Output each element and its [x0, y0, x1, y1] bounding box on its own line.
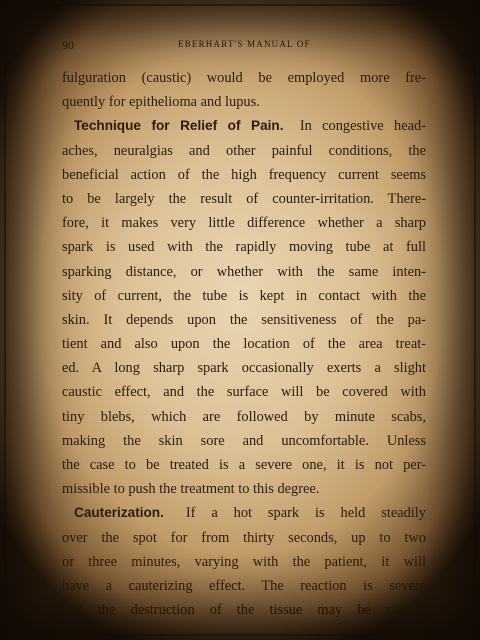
text-fragment: In congestive head-	[299, 118, 426, 135]
text-line: the case to be treated is a severe one, it is not per-	[62, 457, 426, 473]
text-line: spark is used with the rapidly moving tube at full	[62, 239, 426, 256]
text-line: missible to push the treatment to this degree.	[62, 481, 320, 498]
text-line: fore, it makes very little difference whether a sharp	[62, 215, 426, 232]
text-line: caustic effect, and the surface will be covered with	[62, 384, 426, 401]
page-header	[62, 38, 422, 52]
section-heading-line	[62, 114, 426, 138]
text-line: have a cauterizing effect. The reaction is severe	[62, 577, 426, 594]
section-heading: Technique for Relief of Pain.	[74, 118, 284, 134]
page-number: 90	[62, 38, 74, 52]
body-text	[62, 66, 426, 622]
section-heading-line	[62, 501, 426, 525]
text-line: or three minutes, varying with the patient, it will	[62, 553, 426, 570]
text-line: making the skin sore and uncomfortable. Unless	[62, 432, 426, 449]
text-line: fulguration (caustic) would be employed more fre-	[62, 70, 426, 86]
text-line: aches, neuralgias and other painful conditions, the	[62, 142, 426, 159]
section-heading: Cauterization.	[74, 505, 164, 521]
text-line: quently for epithelioma and lupus.	[62, 94, 260, 111]
text-line: skin. It depends upon the sensitiveness of the pa-	[62, 311, 426, 328]
text-line: sity of current, the tube is kept in contact with the	[62, 287, 426, 304]
text-line: tiny blebs, which are followed by minute scabs,	[62, 408, 426, 425]
text-line: over the spot for from thirty seconds, up to two	[62, 529, 426, 546]
text-line: ed. A long sharp spark occasionally exerts a slight	[62, 360, 426, 377]
text-line: beneficial action of the high frequency current seems	[62, 166, 426, 183]
text-line: tient and also upon the location of the area treat-	[62, 336, 426, 353]
running-head: EBERHART'S MANUAL OF	[178, 39, 311, 49]
text-line: to be largely the result of counter-irritation. There-	[62, 190, 426, 207]
text-fragment: If a hot spark is held steadily	[185, 505, 426, 522]
text-line: and the destruction of the tissue may be carried	[62, 602, 426, 619]
text-line: sparking distance, or whether with the same inten-	[62, 263, 426, 280]
